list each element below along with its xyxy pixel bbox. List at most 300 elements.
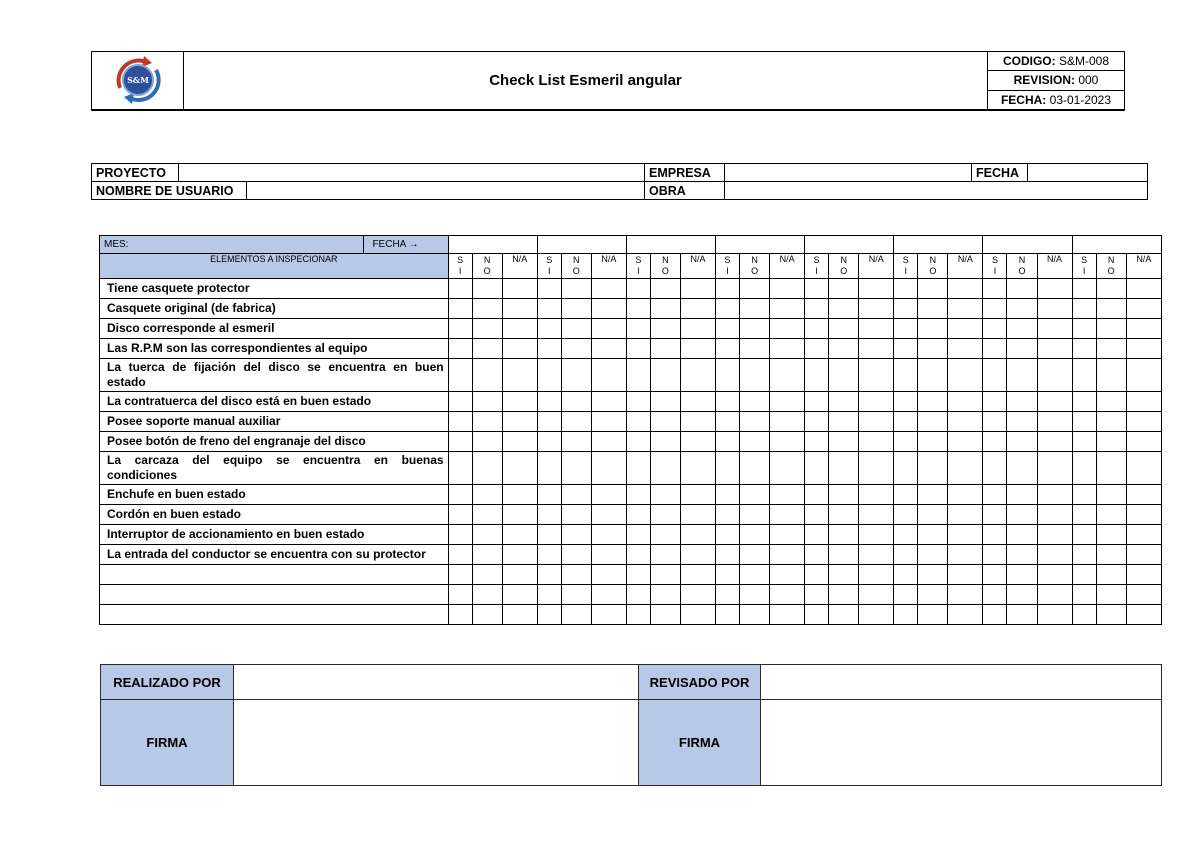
na-checkbox[interactable] [1037, 339, 1072, 359]
no-checkbox[interactable] [1007, 545, 1037, 565]
si-checkbox[interactable] [626, 339, 650, 359]
si-checkbox[interactable] [1072, 525, 1096, 545]
si-checkbox[interactable] [1072, 359, 1096, 392]
no-checkbox[interactable] [1096, 279, 1126, 299]
na-checkbox[interactable] [502, 339, 537, 359]
si-checkbox[interactable] [805, 412, 829, 432]
no-checkbox[interactable] [829, 392, 859, 412]
obra-field[interactable] [725, 182, 1148, 200]
si-checkbox[interactable] [805, 585, 829, 605]
si-checkbox[interactable] [716, 485, 740, 505]
na-checkbox[interactable] [680, 565, 715, 585]
date-cell[interactable] [805, 236, 894, 254]
si-checkbox[interactable] [448, 525, 472, 545]
si-checkbox[interactable] [983, 565, 1007, 585]
si-checkbox[interactable] [626, 485, 650, 505]
no-checkbox[interactable] [561, 452, 591, 485]
na-checkbox[interactable] [948, 585, 983, 605]
na-checkbox[interactable] [770, 545, 805, 565]
no-checkbox[interactable] [740, 279, 770, 299]
na-checkbox[interactable] [1126, 279, 1161, 299]
na-checkbox[interactable] [591, 392, 626, 412]
na-checkbox[interactable] [1126, 565, 1161, 585]
si-checkbox[interactable] [626, 605, 650, 625]
si-checkbox[interactable] [537, 565, 561, 585]
na-checkbox[interactable] [680, 605, 715, 625]
si-checkbox[interactable] [894, 359, 918, 392]
na-checkbox[interactable] [770, 485, 805, 505]
usuario-field[interactable] [247, 182, 645, 200]
na-checkbox[interactable] [859, 392, 894, 412]
si-checkbox[interactable] [805, 525, 829, 545]
firma2-field[interactable] [761, 700, 1162, 786]
si-checkbox[interactable] [716, 545, 740, 565]
na-checkbox[interactable] [680, 432, 715, 452]
si-checkbox[interactable] [1072, 412, 1096, 432]
no-checkbox[interactable] [1096, 412, 1126, 432]
si-checkbox[interactable] [537, 452, 561, 485]
na-checkbox[interactable] [680, 319, 715, 339]
si-checkbox[interactable] [1072, 432, 1096, 452]
na-checkbox[interactable] [502, 359, 537, 392]
date-cell[interactable] [1072, 236, 1161, 254]
na-checkbox[interactable] [1037, 565, 1072, 585]
si-checkbox[interactable] [894, 545, 918, 565]
na-checkbox[interactable] [770, 605, 805, 625]
no-checkbox[interactable] [740, 319, 770, 339]
si-checkbox[interactable] [983, 525, 1007, 545]
si-checkbox[interactable] [626, 585, 650, 605]
na-checkbox[interactable] [680, 392, 715, 412]
no-checkbox[interactable] [829, 432, 859, 452]
na-checkbox[interactable] [1126, 452, 1161, 485]
si-checkbox[interactable] [1072, 452, 1096, 485]
na-checkbox[interactable] [591, 339, 626, 359]
na-checkbox[interactable] [680, 585, 715, 605]
na-checkbox[interactable] [1126, 412, 1161, 432]
na-checkbox[interactable] [591, 452, 626, 485]
si-checkbox[interactable] [448, 605, 472, 625]
no-checkbox[interactable] [472, 319, 502, 339]
na-checkbox[interactable] [1037, 392, 1072, 412]
na-checkbox[interactable] [1126, 545, 1161, 565]
na-checkbox[interactable] [680, 452, 715, 485]
na-checkbox[interactable] [591, 412, 626, 432]
no-checkbox[interactable] [740, 392, 770, 412]
si-checkbox[interactable] [805, 392, 829, 412]
no-checkbox[interactable] [918, 339, 948, 359]
no-checkbox[interactable] [918, 505, 948, 525]
si-checkbox[interactable] [626, 545, 650, 565]
na-checkbox[interactable] [591, 525, 626, 545]
si-checkbox[interactable] [894, 412, 918, 432]
no-checkbox[interactable] [1096, 319, 1126, 339]
date-cell[interactable] [983, 236, 1072, 254]
no-checkbox[interactable] [472, 452, 502, 485]
na-checkbox[interactable] [859, 452, 894, 485]
si-checkbox[interactable] [805, 452, 829, 485]
si-checkbox[interactable] [894, 525, 918, 545]
na-checkbox[interactable] [502, 565, 537, 585]
no-checkbox[interactable] [829, 485, 859, 505]
no-checkbox[interactable] [829, 339, 859, 359]
na-checkbox[interactable] [502, 319, 537, 339]
si-checkbox[interactable] [1072, 319, 1096, 339]
no-checkbox[interactable] [650, 565, 680, 585]
no-checkbox[interactable] [1096, 485, 1126, 505]
no-checkbox[interactable] [1007, 319, 1037, 339]
no-checkbox[interactable] [1096, 299, 1126, 319]
no-checkbox[interactable] [472, 545, 502, 565]
no-checkbox[interactable] [650, 485, 680, 505]
na-checkbox[interactable] [859, 279, 894, 299]
no-checkbox[interactable] [1007, 605, 1037, 625]
na-checkbox[interactable] [591, 605, 626, 625]
si-checkbox[interactable] [983, 452, 1007, 485]
date-cell[interactable] [537, 236, 626, 254]
si-checkbox[interactable] [983, 545, 1007, 565]
si-checkbox[interactable] [448, 452, 472, 485]
si-checkbox[interactable] [983, 505, 1007, 525]
fecha-info-field[interactable] [1028, 164, 1148, 182]
no-checkbox[interactable] [918, 299, 948, 319]
si-checkbox[interactable] [537, 279, 561, 299]
no-checkbox[interactable] [561, 279, 591, 299]
si-checkbox[interactable] [983, 279, 1007, 299]
si-checkbox[interactable] [537, 525, 561, 545]
si-checkbox[interactable] [894, 299, 918, 319]
empresa-field[interactable] [725, 164, 972, 182]
na-checkbox[interactable] [948, 432, 983, 452]
si-checkbox[interactable] [716, 605, 740, 625]
date-cell[interactable] [894, 236, 983, 254]
si-checkbox[interactable] [626, 432, 650, 452]
si-checkbox[interactable] [983, 432, 1007, 452]
si-checkbox[interactable] [894, 605, 918, 625]
no-checkbox[interactable] [650, 505, 680, 525]
na-checkbox[interactable] [770, 452, 805, 485]
na-checkbox[interactable] [1037, 545, 1072, 565]
si-checkbox[interactable] [805, 545, 829, 565]
na-checkbox[interactable] [859, 585, 894, 605]
no-checkbox[interactable] [1096, 452, 1126, 485]
no-checkbox[interactable] [561, 505, 591, 525]
date-cell[interactable] [716, 236, 805, 254]
na-checkbox[interactable] [1037, 299, 1072, 319]
na-checkbox[interactable] [948, 525, 983, 545]
na-checkbox[interactable] [1126, 585, 1161, 605]
si-checkbox[interactable] [537, 392, 561, 412]
no-checkbox[interactable] [472, 339, 502, 359]
no-checkbox[interactable] [650, 545, 680, 565]
na-checkbox[interactable] [502, 279, 537, 299]
no-checkbox[interactable] [1096, 605, 1126, 625]
no-checkbox[interactable] [1096, 359, 1126, 392]
date-cell[interactable] [626, 236, 715, 254]
na-checkbox[interactable] [1037, 525, 1072, 545]
si-checkbox[interactable] [1072, 279, 1096, 299]
na-checkbox[interactable] [1037, 505, 1072, 525]
no-checkbox[interactable] [561, 525, 591, 545]
na-checkbox[interactable] [680, 279, 715, 299]
si-checkbox[interactable] [983, 392, 1007, 412]
si-checkbox[interactable] [983, 605, 1007, 625]
na-checkbox[interactable] [770, 359, 805, 392]
si-checkbox[interactable] [894, 392, 918, 412]
na-checkbox[interactable] [770, 505, 805, 525]
na-checkbox[interactable] [770, 585, 805, 605]
na-checkbox[interactable] [591, 359, 626, 392]
no-checkbox[interactable] [829, 585, 859, 605]
na-checkbox[interactable] [770, 319, 805, 339]
si-checkbox[interactable] [983, 319, 1007, 339]
no-checkbox[interactable] [829, 452, 859, 485]
na-checkbox[interactable] [591, 545, 626, 565]
na-checkbox[interactable] [502, 605, 537, 625]
si-checkbox[interactable] [537, 432, 561, 452]
si-checkbox[interactable] [626, 299, 650, 319]
si-checkbox[interactable] [716, 565, 740, 585]
no-checkbox[interactable] [472, 412, 502, 432]
no-checkbox[interactable] [650, 392, 680, 412]
na-checkbox[interactable] [502, 585, 537, 605]
no-checkbox[interactable] [1007, 279, 1037, 299]
si-checkbox[interactable] [537, 485, 561, 505]
na-checkbox[interactable] [948, 392, 983, 412]
no-checkbox[interactable] [740, 359, 770, 392]
si-checkbox[interactable] [537, 299, 561, 319]
na-checkbox[interactable] [859, 432, 894, 452]
no-checkbox[interactable] [829, 565, 859, 585]
na-checkbox[interactable] [680, 339, 715, 359]
si-checkbox[interactable] [1072, 585, 1096, 605]
si-checkbox[interactable] [805, 432, 829, 452]
na-checkbox[interactable] [859, 412, 894, 432]
no-checkbox[interactable] [1007, 505, 1037, 525]
firma-field[interactable] [234, 700, 639, 786]
na-checkbox[interactable] [1126, 485, 1161, 505]
na-checkbox[interactable] [770, 299, 805, 319]
no-checkbox[interactable] [472, 585, 502, 605]
no-checkbox[interactable] [740, 505, 770, 525]
no-checkbox[interactable] [1007, 339, 1037, 359]
na-checkbox[interactable] [948, 605, 983, 625]
na-checkbox[interactable] [859, 299, 894, 319]
si-checkbox[interactable] [983, 339, 1007, 359]
si-checkbox[interactable] [1072, 485, 1096, 505]
no-checkbox[interactable] [918, 319, 948, 339]
na-checkbox[interactable] [948, 452, 983, 485]
no-checkbox[interactable] [740, 299, 770, 319]
na-checkbox[interactable] [948, 339, 983, 359]
no-checkbox[interactable] [918, 412, 948, 432]
na-checkbox[interactable] [770, 525, 805, 545]
si-checkbox[interactable] [983, 585, 1007, 605]
no-checkbox[interactable] [561, 339, 591, 359]
no-checkbox[interactable] [829, 505, 859, 525]
na-checkbox[interactable] [680, 299, 715, 319]
si-checkbox[interactable] [448, 545, 472, 565]
si-checkbox[interactable] [448, 299, 472, 319]
na-checkbox[interactable] [502, 485, 537, 505]
no-checkbox[interactable] [829, 279, 859, 299]
si-checkbox[interactable] [626, 279, 650, 299]
na-checkbox[interactable] [859, 505, 894, 525]
na-checkbox[interactable] [948, 505, 983, 525]
na-checkbox[interactable] [591, 505, 626, 525]
na-checkbox[interactable] [591, 319, 626, 339]
no-checkbox[interactable] [740, 412, 770, 432]
na-checkbox[interactable] [859, 339, 894, 359]
no-checkbox[interactable] [650, 319, 680, 339]
no-checkbox[interactable] [918, 432, 948, 452]
si-checkbox[interactable] [983, 359, 1007, 392]
na-checkbox[interactable] [859, 319, 894, 339]
proyecto-field[interactable] [179, 164, 645, 182]
no-checkbox[interactable] [1007, 359, 1037, 392]
no-checkbox[interactable] [918, 525, 948, 545]
na-checkbox[interactable] [1126, 359, 1161, 392]
na-checkbox[interactable] [948, 545, 983, 565]
si-checkbox[interactable] [805, 565, 829, 585]
si-checkbox[interactable] [716, 452, 740, 485]
si-checkbox[interactable] [805, 605, 829, 625]
na-checkbox[interactable] [1126, 525, 1161, 545]
si-checkbox[interactable] [1072, 299, 1096, 319]
si-checkbox[interactable] [1072, 339, 1096, 359]
na-checkbox[interactable] [680, 545, 715, 565]
si-checkbox[interactable] [626, 319, 650, 339]
na-checkbox[interactable] [591, 565, 626, 585]
na-checkbox[interactable] [502, 452, 537, 485]
no-checkbox[interactable] [472, 565, 502, 585]
si-checkbox[interactable] [1072, 505, 1096, 525]
na-checkbox[interactable] [770, 392, 805, 412]
na-checkbox[interactable] [680, 359, 715, 392]
si-checkbox[interactable] [448, 339, 472, 359]
si-checkbox[interactable] [1072, 392, 1096, 412]
no-checkbox[interactable] [1096, 545, 1126, 565]
na-checkbox[interactable] [1126, 432, 1161, 452]
no-checkbox[interactable] [650, 432, 680, 452]
si-checkbox[interactable] [894, 565, 918, 585]
no-checkbox[interactable] [1007, 412, 1037, 432]
na-checkbox[interactable] [859, 359, 894, 392]
no-checkbox[interactable] [1007, 585, 1037, 605]
no-checkbox[interactable] [829, 412, 859, 432]
na-checkbox[interactable] [770, 279, 805, 299]
si-checkbox[interactable] [716, 359, 740, 392]
no-checkbox[interactable] [650, 452, 680, 485]
no-checkbox[interactable] [472, 485, 502, 505]
no-checkbox[interactable] [1096, 392, 1126, 412]
no-checkbox[interactable] [829, 299, 859, 319]
na-checkbox[interactable] [1037, 359, 1072, 392]
no-checkbox[interactable] [740, 525, 770, 545]
na-checkbox[interactable] [1037, 432, 1072, 452]
si-checkbox[interactable] [448, 359, 472, 392]
na-checkbox[interactable] [770, 432, 805, 452]
no-checkbox[interactable] [829, 359, 859, 392]
na-checkbox[interactable] [948, 279, 983, 299]
no-checkbox[interactable] [650, 585, 680, 605]
no-checkbox[interactable] [1007, 299, 1037, 319]
no-checkbox[interactable] [561, 412, 591, 432]
si-checkbox[interactable] [983, 485, 1007, 505]
no-checkbox[interactable] [561, 392, 591, 412]
si-checkbox[interactable] [1072, 605, 1096, 625]
na-checkbox[interactable] [502, 299, 537, 319]
no-checkbox[interactable] [1007, 452, 1037, 485]
na-checkbox[interactable] [1126, 505, 1161, 525]
si-checkbox[interactable] [716, 279, 740, 299]
no-checkbox[interactable] [650, 279, 680, 299]
si-checkbox[interactable] [805, 299, 829, 319]
na-checkbox[interactable] [502, 545, 537, 565]
na-checkbox[interactable] [1126, 605, 1161, 625]
na-checkbox[interactable] [502, 525, 537, 545]
no-checkbox[interactable] [918, 565, 948, 585]
no-checkbox[interactable] [650, 525, 680, 545]
na-checkbox[interactable] [680, 485, 715, 505]
na-checkbox[interactable] [948, 485, 983, 505]
na-checkbox[interactable] [1126, 392, 1161, 412]
no-checkbox[interactable] [472, 299, 502, 319]
si-checkbox[interactable] [537, 412, 561, 432]
no-checkbox[interactable] [918, 585, 948, 605]
no-checkbox[interactable] [1007, 392, 1037, 412]
no-checkbox[interactable] [650, 359, 680, 392]
si-checkbox[interactable] [448, 505, 472, 525]
si-checkbox[interactable] [716, 585, 740, 605]
na-checkbox[interactable] [1037, 412, 1072, 432]
si-checkbox[interactable] [894, 485, 918, 505]
no-checkbox[interactable] [1096, 565, 1126, 585]
na-checkbox[interactable] [591, 432, 626, 452]
si-checkbox[interactable] [894, 505, 918, 525]
na-checkbox[interactable] [770, 339, 805, 359]
no-checkbox[interactable] [918, 279, 948, 299]
si-checkbox[interactable] [894, 452, 918, 485]
si-checkbox[interactable] [983, 412, 1007, 432]
no-checkbox[interactable] [740, 545, 770, 565]
na-checkbox[interactable] [502, 412, 537, 432]
si-checkbox[interactable] [805, 319, 829, 339]
no-checkbox[interactable] [1007, 485, 1037, 505]
no-checkbox[interactable] [472, 432, 502, 452]
na-checkbox[interactable] [680, 525, 715, 545]
no-checkbox[interactable] [918, 545, 948, 565]
na-checkbox[interactable] [1126, 319, 1161, 339]
si-checkbox[interactable] [894, 319, 918, 339]
si-checkbox[interactable] [716, 319, 740, 339]
na-checkbox[interactable] [859, 525, 894, 545]
na-checkbox[interactable] [770, 412, 805, 432]
na-checkbox[interactable] [591, 279, 626, 299]
na-checkbox[interactable] [502, 432, 537, 452]
no-checkbox[interactable] [1096, 432, 1126, 452]
si-checkbox[interactable] [716, 505, 740, 525]
na-checkbox[interactable] [680, 412, 715, 432]
si-checkbox[interactable] [537, 605, 561, 625]
na-checkbox[interactable] [1126, 299, 1161, 319]
no-checkbox[interactable] [829, 525, 859, 545]
si-checkbox[interactable] [716, 525, 740, 545]
na-checkbox[interactable] [948, 319, 983, 339]
no-checkbox[interactable] [561, 605, 591, 625]
no-checkbox[interactable] [740, 565, 770, 585]
si-checkbox[interactable] [626, 392, 650, 412]
